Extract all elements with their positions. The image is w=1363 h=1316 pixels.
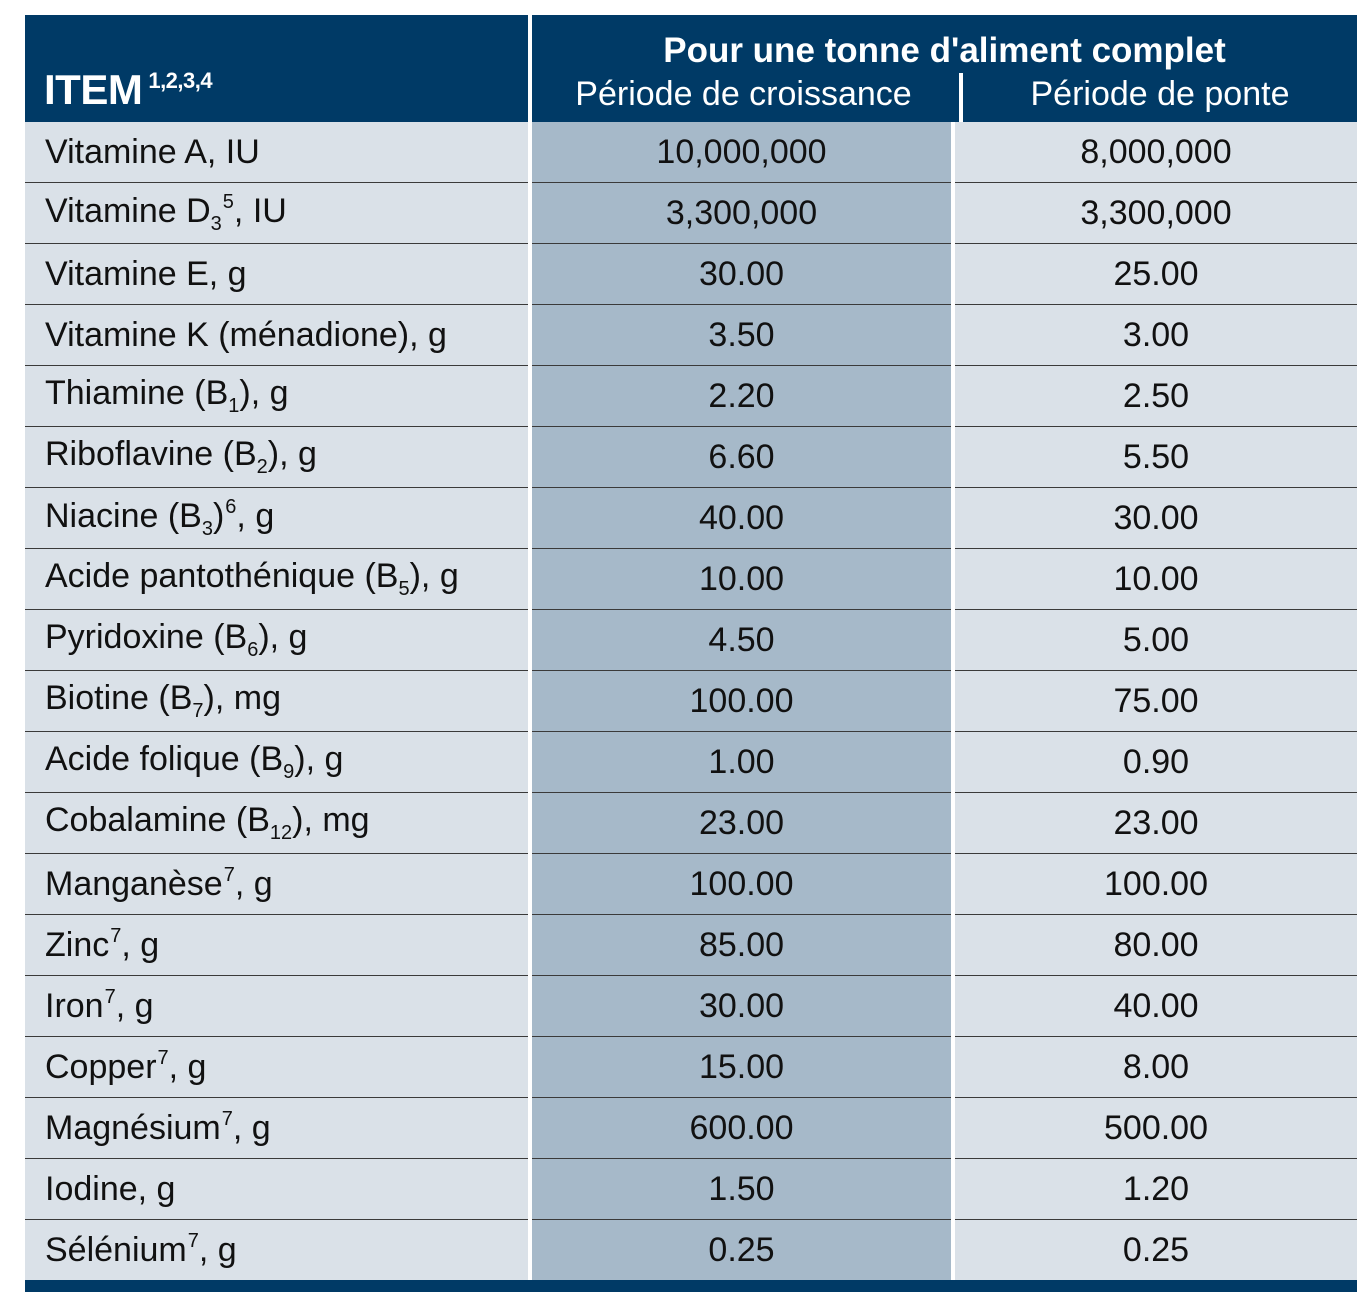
table-row (25, 1037, 1357, 1098)
growth-value-cell: 1.00 (530, 732, 953, 793)
item-name-cell: Riboflavine $(B_2)$, g (25, 427, 530, 488)
growth-value-cell: 3.50 (530, 305, 953, 366)
item-name-cell: Niacine $(B_3)^6$, g (25, 488, 530, 549)
item-label: ITEM (44, 66, 143, 113)
item-name-cell: Vitamine E, g (25, 244, 530, 305)
growth-value-cell: 6.60 (530, 427, 953, 488)
growth-value-cell: 0.25 (530, 1220, 953, 1281)
growth-value-cell: 85.00 (530, 915, 953, 976)
item-name-cell: Manganèse$^7$, g (25, 854, 530, 915)
table-row (25, 427, 1357, 488)
group-title: Pour une tonne d'aliment complet (663, 31, 1226, 70)
table-row (25, 1159, 1357, 1220)
laying-value-cell: 500.00 (953, 1098, 1357, 1159)
laying-value-cell: 0.25 (953, 1220, 1357, 1281)
laying-period-header: Période de ponte (959, 73, 1357, 122)
growth-value-cell: 2.20 (530, 366, 953, 427)
item-name-cell: Copper$^7$, g (25, 1037, 530, 1098)
growth-value-cell: 30.00 (530, 244, 953, 305)
table-row (25, 1220, 1357, 1281)
laying-value-cell: 2.50 (953, 366, 1357, 427)
table-row (25, 305, 1357, 366)
item-name-cell: Biotine $(B_7)$, mg (25, 671, 530, 732)
vitamin-mineral-table-container (25, 15, 1357, 1292)
item-footnotes: 1,2,3,4 (148, 68, 213, 93)
growth-value-cell: 1.50 (530, 1159, 953, 1220)
table-row (25, 183, 1357, 244)
growth-period-header: Période de croissance (575, 75, 912, 113)
item-name-cell: Vitamine $D_3^5$, IU (25, 183, 530, 244)
item-name-cell: Acide pantothénique $(B_5)$, g (25, 549, 530, 610)
table-row (25, 549, 1357, 610)
item-name-cell: Zinc$^7$, g (25, 915, 530, 976)
laying-value-cell: 100.00 (953, 854, 1357, 915)
table-row (25, 671, 1357, 732)
item-name-cell: Thiamine $(B_1)$, g (25, 366, 530, 427)
laying-value-cell: 5.50 (953, 427, 1357, 488)
item-name-cell: Vitamine K (ménadione), g (25, 305, 530, 366)
table-row (25, 793, 1357, 854)
laying-value-cell: 3.00 (953, 305, 1357, 366)
table-row (25, 854, 1357, 915)
table-row (25, 244, 1357, 305)
laying-value-cell: 80.00 (953, 915, 1357, 976)
item-name-cell: Iodine, g (25, 1159, 530, 1220)
growth-value-cell: 100.00 (530, 671, 953, 732)
laying-value-cell: 30.00 (953, 488, 1357, 549)
table-row (25, 488, 1357, 549)
growth-value-cell: 40.00 (530, 488, 953, 549)
table-row (25, 122, 1357, 183)
table-row (25, 915, 1357, 976)
growth-value-cell: 10.00 (530, 549, 953, 610)
item-name-cell: Magnésium$^7$, g (25, 1098, 530, 1159)
item-name-cell: Pyridoxine $(B_6)$, g (25, 610, 530, 671)
laying-value-cell: 1.20 (953, 1159, 1357, 1220)
laying-value-cell: 23.00 (953, 793, 1357, 854)
item-column-header (25, 15, 530, 122)
table-row (25, 1098, 1357, 1159)
growth-value-cell: 23.00 (530, 793, 953, 854)
vitamin-mineral-table (25, 15, 1357, 1280)
item-name-cell: Vitamine A, IU (25, 122, 530, 183)
table-bottom-bar (25, 1280, 1357, 1292)
growth-value-cell: 10,000,000 (530, 122, 953, 183)
laying-value-cell: 8,000,000 (953, 122, 1357, 183)
growth-value-cell: 15.00 (530, 1037, 953, 1098)
feed-group-header (530, 15, 1357, 122)
growth-value-cell: 4.50 (530, 610, 953, 671)
laying-value-cell: 10.00 (953, 549, 1357, 610)
item-name-cell: Acide folique $(B_9)$, g (25, 732, 530, 793)
laying-value-cell: 40.00 (953, 976, 1357, 1037)
laying-value-cell: 25.00 (953, 244, 1357, 305)
growth-value-cell: 3,300,000 (530, 183, 953, 244)
item-name-cell: Sélénium$^7$, g (25, 1220, 530, 1281)
growth-value-cell: 600.00 (530, 1098, 953, 1159)
growth-value-cell: 100.00 (530, 854, 953, 915)
laying-value-cell: 8.00 (953, 1037, 1357, 1098)
table-row (25, 610, 1357, 671)
table-header-row (25, 15, 1357, 122)
table-row (25, 366, 1357, 427)
table-row (25, 732, 1357, 793)
laying-value-cell: 3,300,000 (953, 183, 1357, 244)
laying-value-cell: 5.00 (953, 610, 1357, 671)
growth-value-cell: 30.00 (530, 976, 953, 1037)
item-name-cell: Cobalamine $(B_{12})$, mg (25, 793, 530, 854)
laying-value-cell: 75.00 (953, 671, 1357, 732)
item-name-cell: Iron$^7$, g (25, 976, 530, 1037)
laying-value-cell: 0.90 (953, 732, 1357, 793)
table-row (25, 976, 1357, 1037)
